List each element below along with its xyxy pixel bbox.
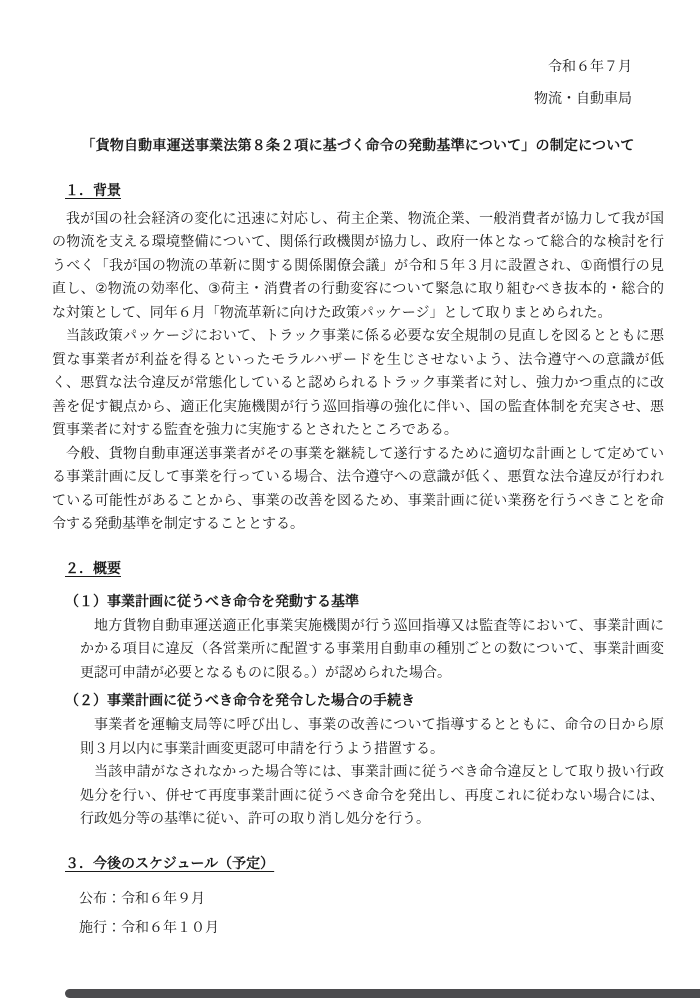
overview-item-1-body xyxy=(80,614,664,685)
document-title: 「貨物自動車運送事業法第８条２項に基づく命令の発動基準について」の制定について xyxy=(81,137,635,153)
background-paragraph-2: 当該政策パッケージにおいて、トラック事業に係る必要な安全規制の見直しを図るとともに悪質な事業者が利益を得るといったモラルハザードを生じさせないよう、法令遵守への意識が低く、悪質な法令違反が常態化していると認められるトラック事業者に対し、強力かつ重点的に改善を促す観点から、適正化実施機関が行う巡回指導の強化に伴い、国の監査体制を充実させ、悪質事業者に対する監査を強力に実施するとされたところである。 xyxy=(52,327,664,437)
background-paragraph-1: 我が国の社会経済の変化に迅速に対応し、荷主企業、物流企業、一般消費者が協力して我が国の物流を支える環境整備について、関係行政機関が協力し、政府一体となって総合的な検討を行うべく「我が国の物流の革新に関する関係閣僚会議」が令和５年３月に設置され、①商慣行の見直し、②物流の効率化、③荷主・消費者の行動変容について緊急に取り組むべき抜本的・総合的な対策として、同年６月「物流革新に向けた政策パッケージ」として取りまとめられた。 xyxy=(52,209,664,320)
section1-heading: １．背景 xyxy=(65,181,121,198)
horizontal-scrollbar-thumb[interactable] xyxy=(65,989,700,998)
overview-item-2-paragraph-2: 当該申請がなされなかった場合等には、事業計画に従うべき命令違反として取り扱い行政処分を行い、併せて再度事業計画に従うべき命令を発出し、再度これに従わない場合には、行政処分等の基準に従い、許可の取り消し処分を行う。 xyxy=(80,763,664,826)
overview-item-1-title: （１）事業計画に従うべき命令を発動する基準 xyxy=(65,592,359,609)
section-overview xyxy=(52,557,664,831)
overview-item-2-body xyxy=(80,713,664,831)
overview-item-1-paragraph: 地方貨物自動車運送適正化事業実施機関が行う巡回指導又は監査等において、事業計画にかかる項目に違反（各営業所に配置する事業用自動車の種別ごとの数について、事業計画変更認可申請が必要となるものに限る。）が認められた場合。 xyxy=(80,616,664,680)
document-header xyxy=(52,56,664,108)
schedule-list xyxy=(79,884,664,943)
overview-item-2 xyxy=(52,687,664,831)
section-background xyxy=(52,179,664,536)
section2-heading: ２．概要 xyxy=(65,559,121,576)
section-schedule xyxy=(52,852,664,943)
issuing-bureau: 物流・自動車局 xyxy=(534,90,632,106)
document-date: 令和６年７月 xyxy=(548,58,632,74)
schedule-publication: 公布：令和６年９月 xyxy=(79,889,205,906)
overview-item-2-title: （２）事業計画に従うべき命令を発令した場合の手続き xyxy=(65,692,415,708)
overview-item-2-paragraph-1: 事業者を運輸支局等に呼び出し、事業の改善について指導するとともに、命令の日から原則３月以内に事業計画変更認可申請を行うよう措置する。 xyxy=(80,716,664,756)
overview-item-1 xyxy=(52,588,664,685)
section3-heading: ３．今後のスケジュール（予定） xyxy=(65,854,275,871)
background-paragraph-3: 今般、貨物自動車運送事業者がその事業を継続して遂行するために適切な計画として定めている事業計画に反して事業を行っている場合、法令遵守への意識が低く、悪質な法令違反が行われている可能性があることから、事業の改善を図るため、事業計画に従い業務を行うべきことを命令する発動基準を制定することとする。 xyxy=(52,444,664,531)
schedule-enforcement: 施行：令和６年１０月 xyxy=(79,919,219,935)
